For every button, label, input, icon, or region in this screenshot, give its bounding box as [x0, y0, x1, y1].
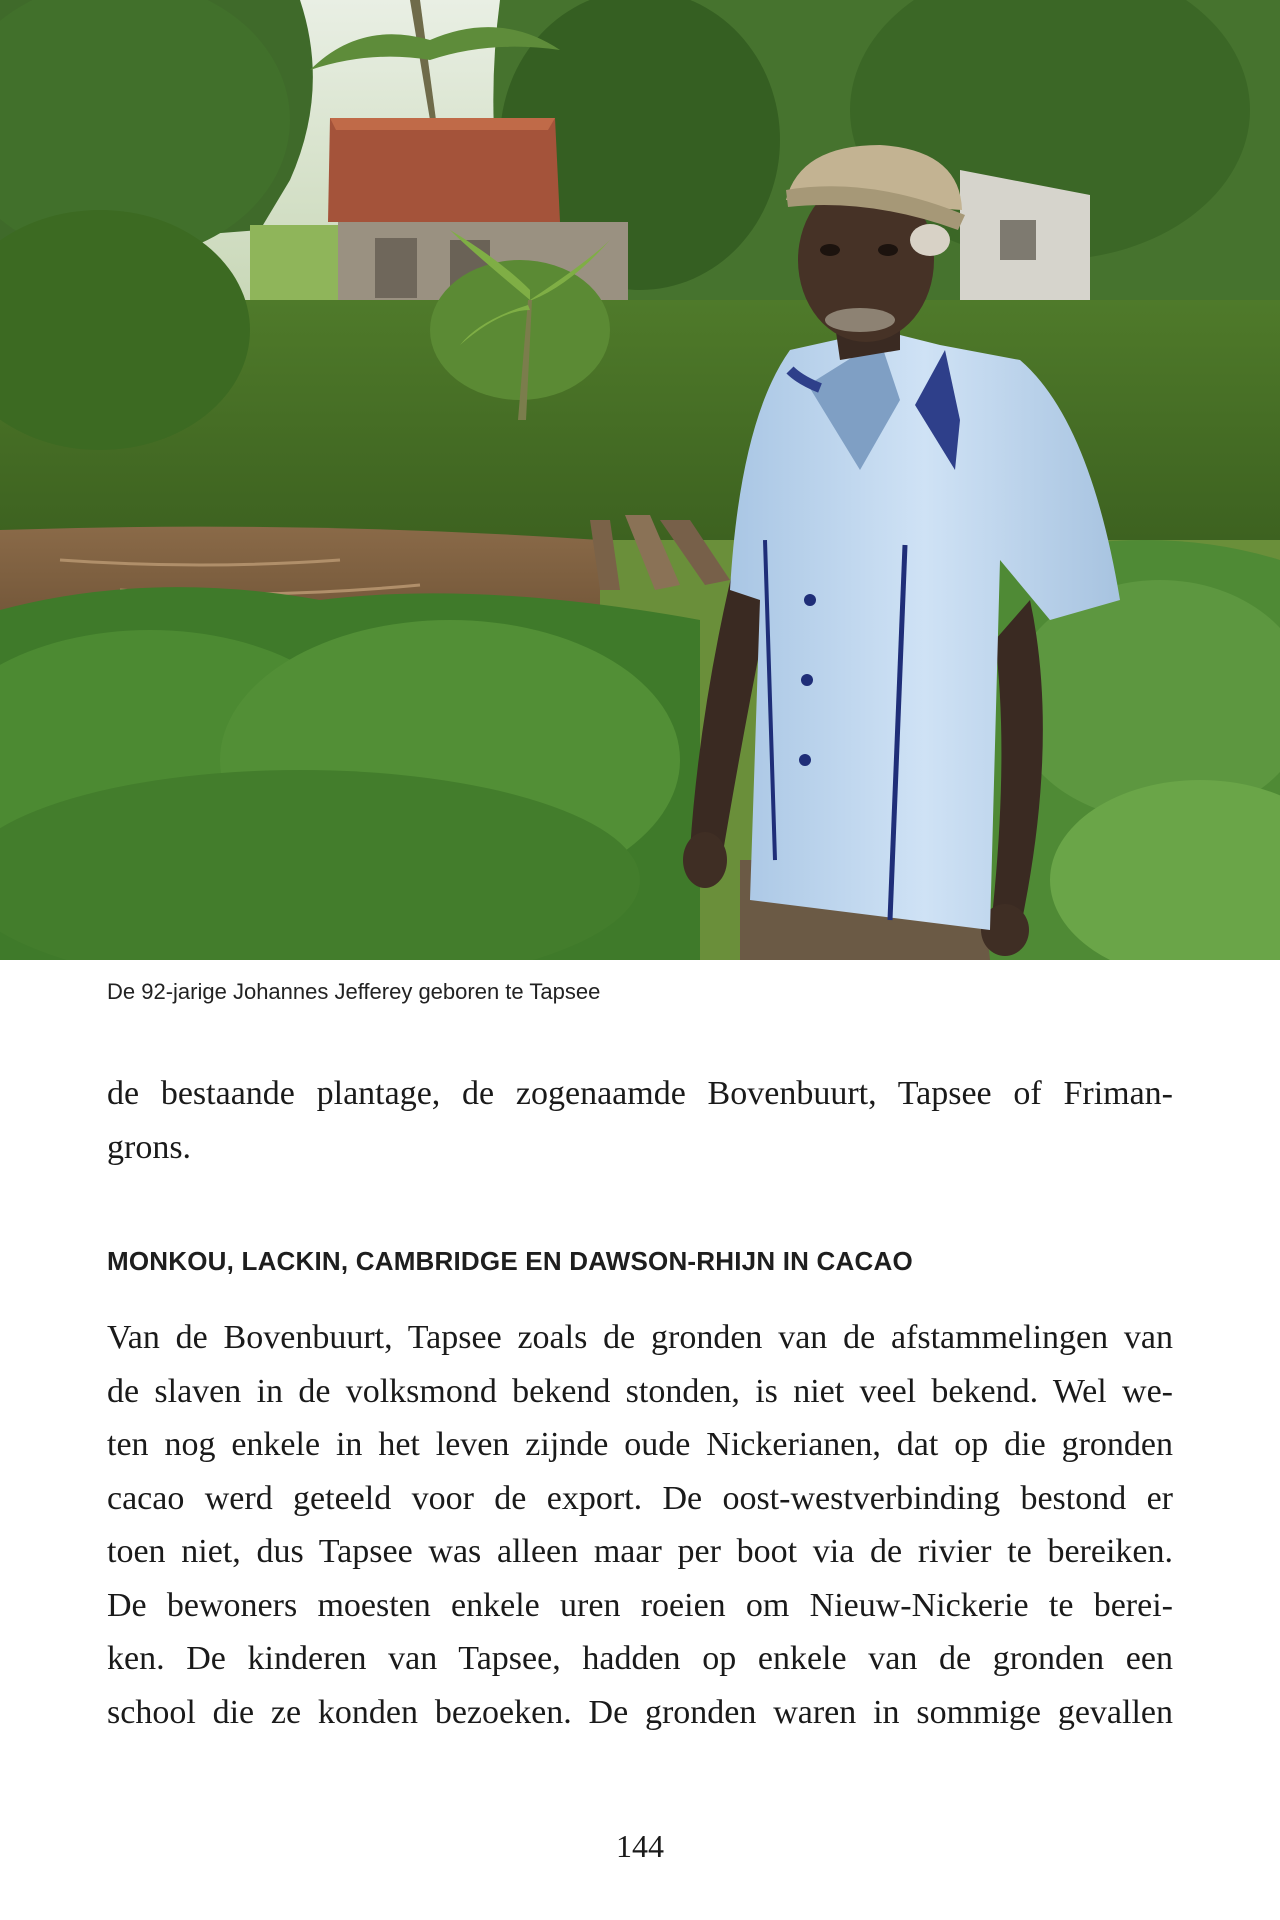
text-line: cacao werd geteeld voor de export. De oost-westverbinding bestond er — [107, 1479, 1173, 1517]
photo-caption: De 92-jarige Johannes Jefferey geboren te Tapsee — [107, 979, 601, 1004]
text-line: grons. — [107, 1128, 192, 1166]
text-line: ken. De kinderen van Tapsee, hadden op enkele van de gronden een — [107, 1640, 1173, 1677]
text-line: toen niet, dus Tapsee was alleen maar per boot via de rivier te bereiken. — [107, 1533, 1173, 1570]
text-line: de bestaande plantage, de zogenaamde Bovenbuurt, Tapsee of Friman- — [107, 1075, 1173, 1112]
text-line: ten nog enkele in het leven zijnde oude Nickerianen, dat op die gronden — [107, 1426, 1173, 1463]
paragraph-body — [107, 1311, 1173, 1739]
paragraph-intro — [107, 1067, 1173, 1174]
text-line: school die ze konden bezoeken. De gronden waren in sommige gevallen — [107, 1693, 1173, 1731]
text-line: De bewoners moesten enkele uren roeien om Nieuw-Nickerie te berei- — [107, 1586, 1173, 1624]
page-number: 144 — [616, 1828, 664, 1864]
text-line: Van de Bovenbuurt, Tapsee zoals de gronden van de afstammelingen van — [107, 1319, 1173, 1356]
section-heading: MONKOU, LACKIN, CAMBRIDGE EN DAWSON-RHIJN IN CACAO — [107, 1246, 913, 1276]
text-line: de slaven in de volksmond bekend stonden, is niet veel bekend. Wel we- — [107, 1372, 1173, 1410]
